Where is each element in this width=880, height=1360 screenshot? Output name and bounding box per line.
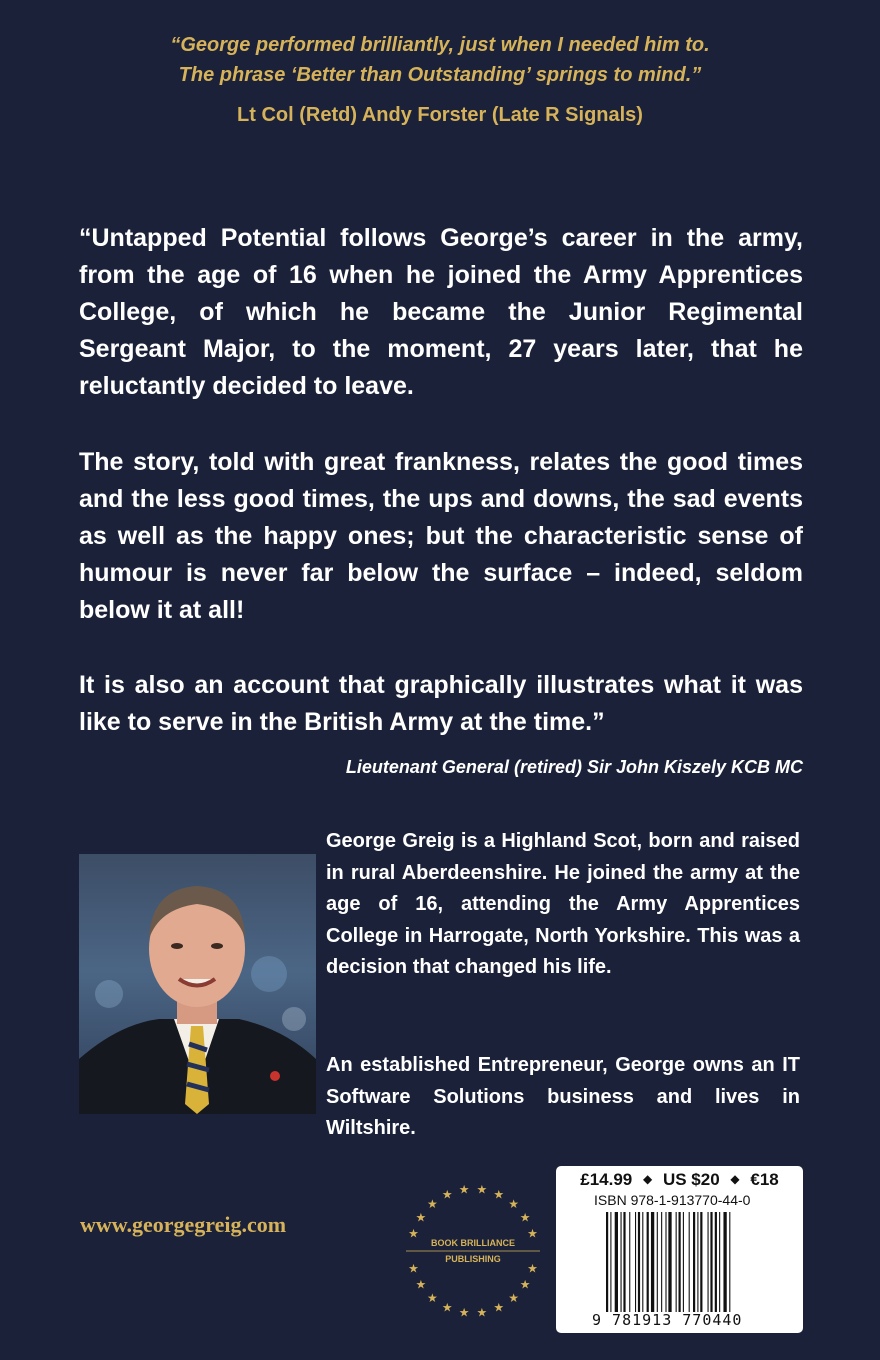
blurb-paragraph-2: The story, told with great frankness, relates the good times and the less good times, the ups and downs, the sad events as well as the happy ones; but the characteristic sense of humour is never far below the surface – indeed, seldom below it at all! <box>79 448 803 624</box>
star-icon: ★ <box>458 1182 470 1197</box>
top-quote-attribution: Lt Col (Retd) Andy Forster (Late R Signals) <box>237 104 643 126</box>
barcode-bars <box>606 1212 766 1312</box>
barcode-bar <box>689 1212 690 1312</box>
barcode-bar <box>723 1212 726 1312</box>
publisher-name-line-1: BOOK BRILLIANCE <box>431 1238 515 1248</box>
author-website[interactable]: www.georgegreig.com <box>80 1212 287 1237</box>
author-bio-paragraph-1: George Greig is a Highland Scot, born and raised in rural Aberdeenshire. He joined the army at the age of 16, attending the Army Apprentices College in Harrogate, North Yorkshire. This was a decision that changed his life. <box>326 830 800 978</box>
barcode-bar <box>700 1212 702 1312</box>
star-icon: ★ <box>441 1300 453 1315</box>
barcode-bar <box>642 1212 643 1312</box>
isbn-barcode-panel <box>556 1166 803 1333</box>
star-icon: ★ <box>476 1305 488 1320</box>
top-quote-line-1: “George performed brilliantly, just when I needed him to. <box>170 34 710 56</box>
barcode-bar <box>638 1212 640 1312</box>
author-portrait-image <box>79 854 316 1114</box>
barcode-bar <box>621 1212 622 1312</box>
star-icon: ★ <box>476 1182 488 1197</box>
barcode-bar <box>623 1212 625 1312</box>
barcode-bar <box>647 1212 649 1312</box>
publisher-name-line-2: PUBLISHING <box>445 1254 501 1264</box>
barcode-bar <box>615 1212 618 1312</box>
star-icon: ★ <box>415 1277 427 1292</box>
barcode-digits: 9 781913 770440 <box>592 1311 743 1329</box>
author-bio-paragraph-2: An established Entrepreneur, George owns an IT Software Solutions business and lives in Wiltshire. <box>326 1054 800 1139</box>
star-icon: ★ <box>508 1290 519 1305</box>
isbn-label: ISBN 978-1-913770-44-0 <box>594 1192 751 1208</box>
star-icon: ★ <box>458 1305 470 1320</box>
barcode-bar <box>651 1212 654 1312</box>
barcode-bar <box>693 1212 695 1312</box>
barcode-bar <box>729 1212 730 1312</box>
barcode-bar <box>606 1212 608 1312</box>
star-icon: ★ <box>408 1261 419 1276</box>
blurb-paragraph-3: It is also an account that graphically illustrates what it was like to serve in the British Army at the time.” <box>79 671 803 736</box>
price-gbp: £14.99 <box>580 1170 633 1189</box>
star-icon: ★ <box>415 1210 427 1225</box>
top-quote <box>80 30 800 90</box>
barcode-bar <box>676 1212 677 1312</box>
diamond-icon: ◆ <box>642 1172 653 1186</box>
barcode-bar <box>708 1212 709 1312</box>
barcode-bar <box>629 1212 630 1312</box>
star-icon: ★ <box>493 1300 505 1315</box>
star-icon: ★ <box>408 1226 419 1241</box>
barcode-bar <box>697 1212 698 1312</box>
barcode-bar <box>683 1212 684 1312</box>
barcode-bar <box>679 1212 681 1312</box>
barcode-bar <box>635 1212 636 1312</box>
star-icon: ★ <box>527 1226 538 1241</box>
star-icon: ★ <box>427 1290 438 1305</box>
price-usd: US $20 <box>662 1170 720 1189</box>
publisher-logo-emblem <box>398 1176 548 1326</box>
barcode-bar <box>657 1212 658 1312</box>
star-icon: ★ <box>427 1197 438 1212</box>
barcode-bar <box>715 1212 717 1312</box>
barcode-bar <box>665 1212 666 1312</box>
barcode-bar <box>610 1212 611 1312</box>
barcode-bar <box>719 1212 720 1312</box>
publisher-logo <box>398 1176 548 1326</box>
star-icon: ★ <box>493 1187 505 1202</box>
top-quote-line-2: The phrase ‘Better than Outstanding’ springs to mind.” <box>178 64 702 86</box>
price-eur: €18 <box>750 1170 779 1189</box>
star-icon: ★ <box>527 1261 538 1276</box>
barcode-bar <box>668 1212 671 1312</box>
barcode-bar <box>710 1212 712 1312</box>
author-photo <box>79 854 316 1114</box>
diamond-icon: ◆ <box>730 1172 740 1186</box>
barcode-bar <box>661 1212 662 1312</box>
star-icon: ★ <box>441 1187 453 1202</box>
star-icon: ★ <box>508 1197 519 1212</box>
blurb-paragraph-1: “Untapped Potential follows George’s career in the army, from the age of 16 when he joined the Army Apprentices College, of which he became the Junior Regimental Sergeant Major, to the moment, 27 years later, that he reluctantly decided to leave. <box>79 224 803 400</box>
star-icon: ★ <box>519 1210 531 1225</box>
price-row <box>556 1170 803 1190</box>
star-icon: ★ <box>519 1277 531 1292</box>
blurb-attribution: Lieutenant General (retired) Sir John Kiszely KCB MC <box>345 757 803 777</box>
